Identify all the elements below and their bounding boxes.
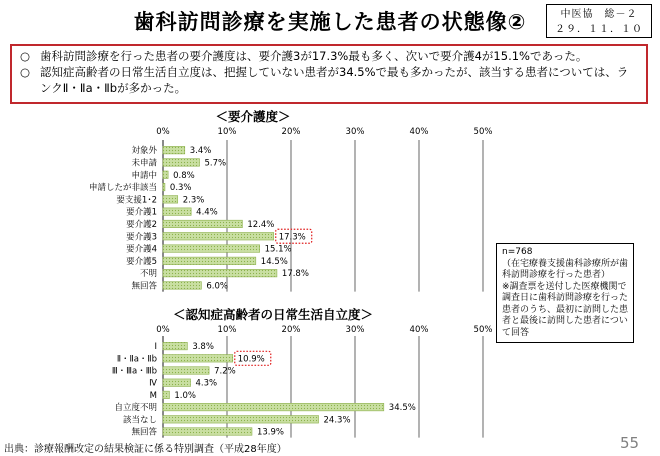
tick-label: 10%	[217, 127, 237, 137]
value-label: 17.3%	[278, 232, 306, 243]
note-target: （在宅療養支援歯科診療所が歯科訪問診療を行った患者）	[502, 258, 629, 280]
value-label: 14.5%	[260, 256, 288, 267]
category-label: 該当なし	[122, 415, 157, 426]
slide-title: 歯科訪問診療を実施した患者の状態像②	[133, 10, 527, 34]
bar	[163, 245, 260, 253]
bar	[163, 159, 199, 167]
tick-label: 30%	[345, 127, 365, 137]
tick-label: 0%	[156, 127, 170, 137]
value-label: 5.7%	[204, 158, 227, 169]
category-label: 要支援1･2	[116, 195, 157, 206]
bar	[163, 355, 233, 363]
bar	[163, 428, 252, 436]
value-label: 17.8%	[281, 269, 309, 280]
category-label: 申請中	[131, 170, 157, 181]
category-label: Ⅳ	[149, 378, 157, 389]
value-label: 15.1%	[264, 244, 292, 255]
category-label: M	[149, 390, 157, 401]
circle-bullet-icon: ○	[20, 49, 31, 63]
bar	[163, 416, 319, 424]
tick-label: 50%	[473, 127, 493, 137]
source-citation: 出典：診療報酬改定の結果検証に係る特別調査（平成28年度）	[4, 444, 287, 455]
bar	[163, 257, 256, 265]
value-label: 4.3%	[195, 378, 218, 389]
chart-title-dementia-level: ＜認知症高齢者の日常生活自立度＞	[172, 307, 373, 322]
bar	[163, 269, 277, 277]
note-sample-size: n=768	[502, 247, 533, 257]
category-label: 無回答	[131, 427, 157, 438]
value-label: 3.4%	[189, 146, 212, 157]
bar	[163, 220, 242, 228]
tick-label: 40%	[409, 325, 429, 335]
bar	[163, 342, 187, 350]
document-id-box	[546, 4, 652, 38]
bar	[163, 196, 178, 204]
category-label: 要介護4	[126, 244, 157, 255]
value-label: 10.9%	[237, 354, 265, 365]
summary-text: 歯科訪問診療を行った患者の要介護度は、要介護3が17.3%最も多く、次いで要介護4が15.1%であった。	[40, 49, 588, 63]
tick-label: 0%	[156, 325, 170, 335]
note-box	[496, 243, 634, 343]
category-label: Ⅱ・Ⅱa・Ⅱb	[116, 354, 157, 365]
value-label: 4.4%	[196, 207, 218, 218]
category-label: Ⅲ・Ⅲa・Ⅲb	[111, 366, 157, 377]
tick-label: 40%	[409, 127, 429, 137]
tick-label: 20%	[281, 127, 301, 137]
bar	[163, 367, 209, 375]
value-label: 0.8%	[173, 170, 195, 181]
summary-item-2	[20, 64, 638, 96]
category-label: 要介護3	[126, 232, 157, 243]
value-label: 3.8%	[192, 342, 214, 353]
value-label: 1.0%	[174, 390, 197, 401]
bar	[163, 183, 165, 191]
summary-box	[10, 44, 648, 104]
category-label: 要介護2	[126, 219, 157, 230]
category-label: 申請したが非該当	[88, 183, 157, 194]
summary-item-1	[20, 48, 638, 64]
summary-text: 認知症高齢者の日常生活自立度は、把握していない患者が34.5%で最も多かったが、該当する患者については、ランクⅡ・Ⅱa・Ⅱbが多かった。	[40, 65, 629, 95]
value-label: 2.3%	[182, 195, 205, 206]
category-label: 未申請	[131, 158, 157, 169]
chart-title-care-level: ＜要介護度＞	[215, 109, 291, 124]
value-label: 7.2%	[214, 366, 236, 377]
page-number: 55	[620, 434, 640, 452]
category-label: 不明	[139, 269, 157, 280]
value-label: 0.3%	[169, 183, 192, 194]
note-method: ※調査票を送付した医療機関で調査日に歯科訪問診療を行った患者のうち、最初に訪問した患者と最後に訪問した患者について回答	[502, 281, 629, 338]
bar	[163, 146, 185, 154]
document-id-line1: 中医協 総－２	[560, 9, 638, 20]
circle-bullet-icon: ○	[20, 65, 31, 79]
value-label: 12.4%	[247, 219, 275, 230]
tick-label: 20%	[281, 325, 301, 335]
tick-label: 30%	[345, 325, 365, 335]
bar	[163, 403, 384, 411]
category-label: 要介護1	[126, 207, 157, 218]
category-label: Ⅰ	[154, 342, 157, 353]
document-id-line2: ２９．１１．１０	[555, 24, 643, 35]
tick-label: 50%	[473, 325, 493, 335]
bar	[163, 233, 274, 241]
value-label: 13.9%	[256, 427, 284, 438]
category-label: 無回答	[131, 281, 157, 292]
category-label: 要介護5	[126, 256, 157, 267]
bar	[163, 282, 201, 290]
category-label: 自立度不明	[114, 403, 157, 414]
bar	[163, 208, 191, 216]
tick-label: 10%	[217, 325, 237, 335]
dementia-level-bar-chart	[0, 320, 500, 440]
value-label: 6.0%	[206, 281, 229, 292]
value-label: 24.3%	[323, 415, 351, 426]
bar	[163, 379, 191, 387]
category-label: 対象外	[131, 146, 157, 157]
bar	[163, 391, 169, 399]
value-label: 34.5%	[388, 403, 416, 414]
care-level-bar-chart	[0, 122, 500, 300]
bar	[163, 171, 168, 179]
